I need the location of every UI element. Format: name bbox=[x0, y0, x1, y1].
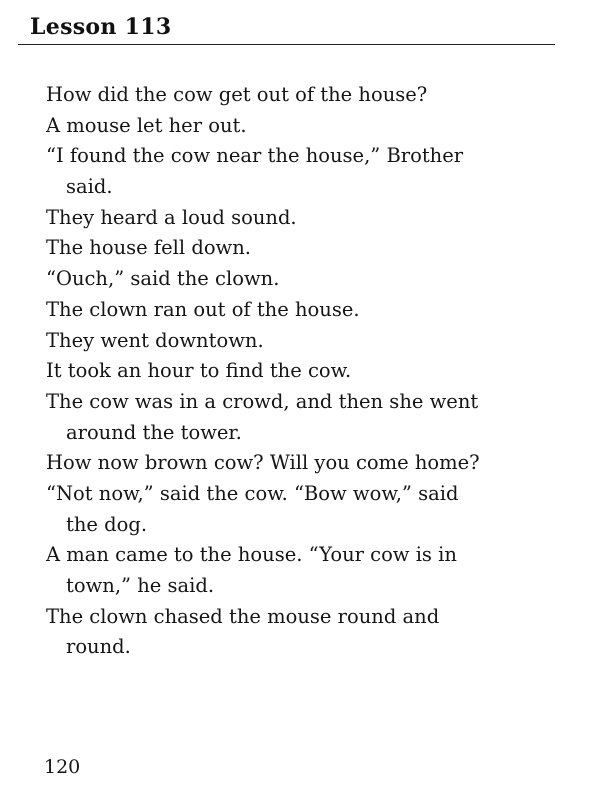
story-line: The clown chased the mouse round and bbox=[46, 604, 440, 628]
story-line: “Not now,” said the cow. “Bow wow,” said bbox=[46, 481, 459, 505]
story-line: They went downtown. bbox=[46, 328, 264, 352]
story-line: “Ouch,” said the clown. bbox=[46, 267, 280, 291]
page-number: 120 bbox=[44, 756, 81, 778]
story-line: The cow was in a crowd, and then she went bbox=[46, 389, 479, 413]
story-line: How now brown cow? Will you come home? bbox=[46, 451, 480, 475]
story-text bbox=[46, 82, 576, 665]
story-line: said. bbox=[66, 175, 113, 199]
story-line: It took an hour to find the cow. bbox=[46, 359, 352, 383]
story-line: They heard a loud sound. bbox=[46, 205, 297, 229]
story-line: round. bbox=[66, 635, 131, 659]
story-line: The house fell down. bbox=[46, 236, 252, 260]
story-line: A mouse let her out. bbox=[46, 113, 247, 137]
story-line: The clown ran out of the house. bbox=[46, 297, 360, 321]
title-underline bbox=[18, 44, 555, 45]
story-line: How did the cow get out of the house? bbox=[46, 83, 428, 106]
story-line: town,” he said. bbox=[66, 574, 215, 597]
story-line: around the tower. bbox=[66, 420, 242, 444]
story-line: “I found the cow near the house,” Brother bbox=[46, 144, 464, 168]
lesson-title: Lesson 113 bbox=[30, 14, 172, 40]
story-line: A man came to the house. “Your cow is in bbox=[46, 543, 457, 567]
story-line: the dog. bbox=[66, 512, 148, 536]
